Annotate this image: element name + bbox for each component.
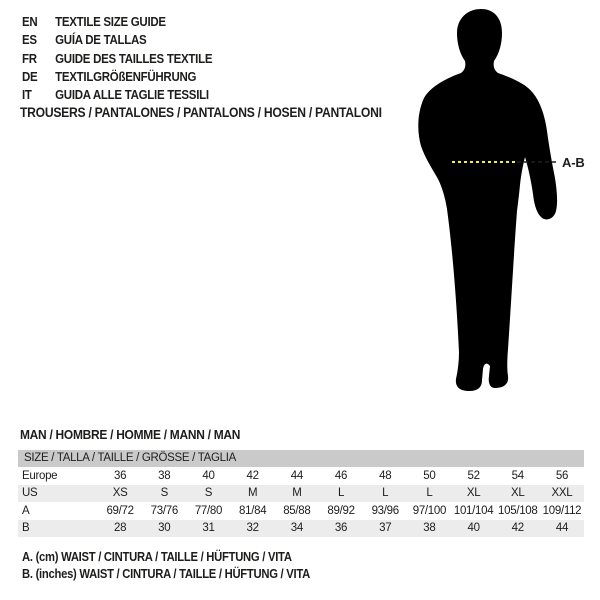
size-value-cell: XL [466,487,481,500]
size-value-cell: 30 [158,522,171,535]
language-code: ES [22,33,37,48]
language-label: TEXTILE SIZE GUIDE [55,15,166,30]
size-value-cell: L [382,487,389,500]
size-value-cell: XXL [551,487,573,500]
size-table-row [18,520,584,538]
size-value-cell: S [160,487,168,500]
language-code: FR [22,51,37,66]
size-value-cell: 37 [379,522,392,535]
size-value-cell: 40 [202,469,215,482]
size-value-cell: 73/76 [150,504,178,517]
size-value-cell: 81/84 [239,504,267,517]
language-row [22,50,212,68]
size-value-cell: 54 [511,469,524,482]
size-table-body [18,467,584,537]
language-code: EN [22,15,38,30]
man-silhouette-svg [395,5,595,405]
size-value-cell: 101/104 [453,504,494,517]
size-value-cell: 36 [334,522,348,535]
man-silhouette-figure [395,5,595,405]
row-label: Europe [22,469,58,482]
language-code: DE [22,70,38,85]
size-value-cell: L [426,487,433,500]
language-row [22,68,212,86]
size-value-cell: 42 [511,522,524,535]
size-value-cell: 38 [158,469,171,482]
category-title: TROUSERS / PANTALONES / PANTALONS / HOSEN / PANTALONI [20,105,382,120]
row-label: US [22,487,38,500]
size-value-cell: 109/112 [542,504,582,517]
size-value-cell: 52 [467,469,480,482]
size-value-cell: XS [112,487,128,500]
language-label: TEXTILGRÖßENFÜHRUNG [55,70,197,85]
size-value-cell: S [204,487,213,500]
size-value-cell: 36 [113,469,127,482]
size-table-header: SIZE / TALLA / TAILLE / GRÖSSE / TAGLIA [18,450,584,467]
language-list [22,13,212,104]
size-value-cell: 50 [423,469,436,482]
language-label: GUIDE DES TAILLES TEXTILE [55,51,213,66]
size-value-cell: M [248,487,258,500]
size-value-cell: 89/92 [327,504,355,517]
size-table-row [18,467,584,485]
language-label: GUÍA DE TALLAS [55,33,147,48]
size-value-cell: 44 [290,469,303,482]
measure-label: A-B [562,155,585,170]
row-label: B [22,522,30,535]
size-value-cell: 105/108 [498,504,538,517]
language-label: GUIDA ALLE TAGLIE TESSILI [55,88,209,103]
size-table-row [18,502,584,520]
size-value-cell: 97/100 [412,504,447,517]
man-silhouette-path [418,9,557,391]
size-value-cell: M [292,487,302,500]
size-value-cell: 44 [555,522,569,535]
size-value-cell: XL [511,487,525,500]
size-value-cell: 38 [423,522,436,535]
language-code: IT [22,88,32,103]
size-table-row [18,485,584,503]
row-label: A [22,504,30,517]
size-value-cell: 31 [202,522,215,535]
size-value-cell: 48 [379,469,392,482]
language-row [22,86,212,104]
size-value-cell: 40 [467,522,480,535]
size-value-cell: 32 [246,522,259,535]
size-value-cell: 34 [290,522,303,535]
size-table [18,450,584,537]
size-value-cell: 93/96 [371,504,399,517]
size-value-cell: 77/80 [194,504,223,517]
gender-label: MAN / HOMBRE / HOMME / MANN / MAN [20,427,241,442]
size-value-cell: 69/72 [106,504,134,517]
language-row [22,13,212,31]
language-row [22,31,212,49]
measurement-notes [22,549,310,583]
size-value-cell: 56 [555,469,569,482]
size-value-cell: 85/88 [283,504,311,517]
size-value-cell: 42 [246,469,259,482]
note-a: A. (cm) WAIST / CINTURA / TAILLE / HÜFTUNG / VITA [22,550,292,564]
size-value-cell: 46 [334,469,348,482]
size-value-cell: L [337,487,345,500]
note-b: B. (inches) WAIST / CINTURA / TAILLE / HÜFTUNG / VITA [22,567,310,581]
size-value-cell: 28 [113,522,127,535]
